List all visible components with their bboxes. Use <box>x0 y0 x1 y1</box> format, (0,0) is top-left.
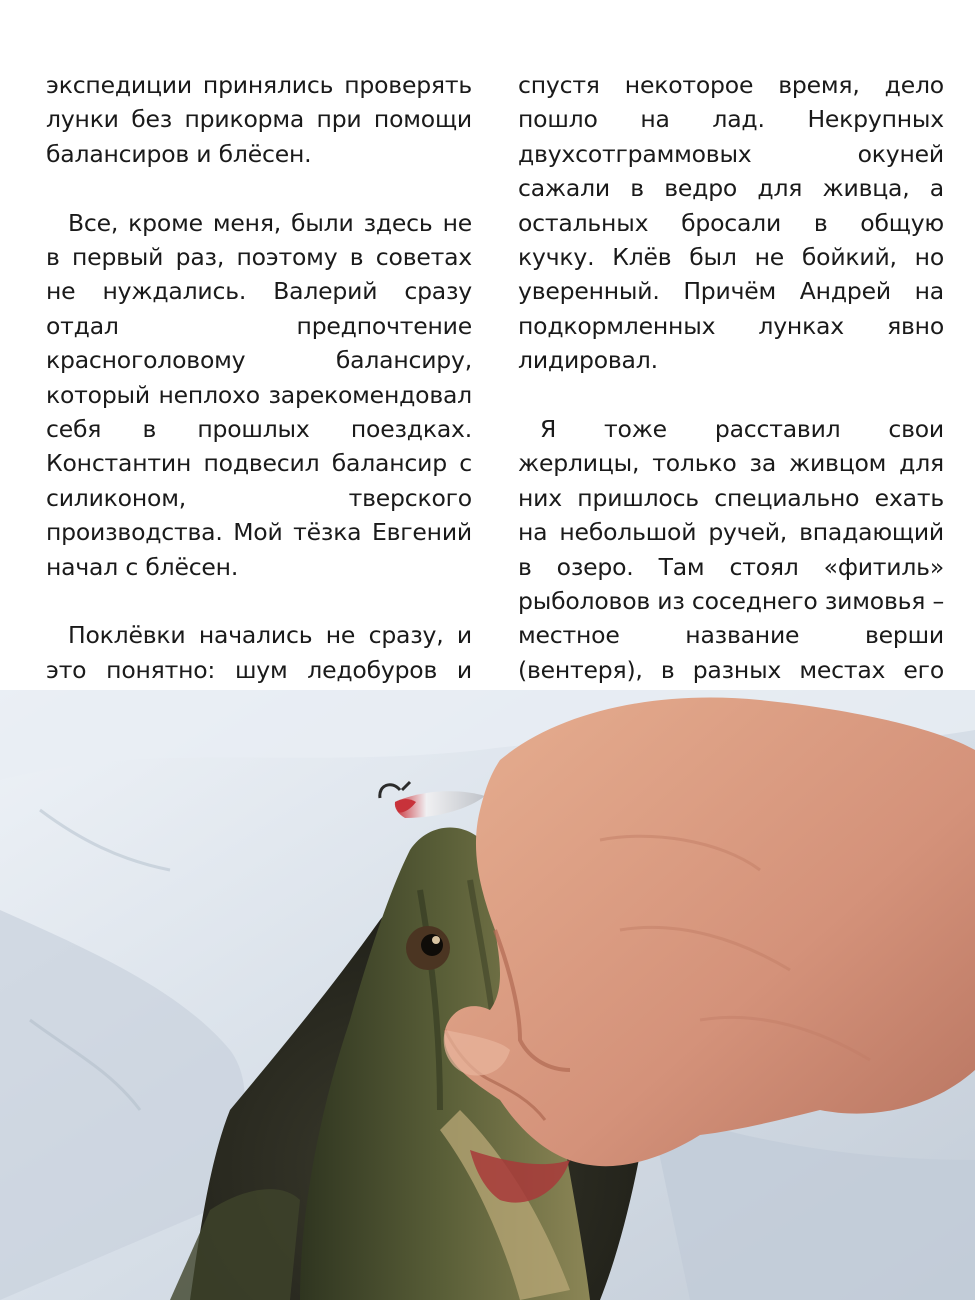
paragraph: Я тоже расставил свои жерлицы, только за живцом для них пришлось специально ехать на небольшой ручей, впадающий в озеро. Там стоял «фитиль» рыболовов из соседнего зимовья – местное название верши (вентеря), в разных местах его <box>518 415 944 684</box>
paragraph: Все, кроме меня, были здесь не в первый раз, поэтому в советах не нуждались. Валерий сразу отдал предпочтение красноголовому балансиру, который неплохо зарекомендовал себя в прошлых поездках. Константин подвесил балансир с силиконом, тверского производства. Мой тёзка Евгений начал с блёсен. <box>46 208 472 581</box>
hand <box>444 698 975 1167</box>
photo-illustration <box>0 690 975 1300</box>
paragraph: экспедиции принялись проверять лунки без прикорма при помощи балансиров и блёсен. <box>46 71 472 168</box>
right-column <box>518 68 944 684</box>
paragraph: спустя некоторое время, дело пошло на лад. Некрупных двухсотграммовых окуней сажали в ведро для живца, а остальных бросали в общую кучку. Клёв был не бойкий, но уверенный. Причём Андрей на подкормленных лунках явно лидировал. <box>518 71 944 375</box>
article-text <box>46 68 944 684</box>
fishing-photo <box>0 690 975 1300</box>
paragraph: Поклёвки начались не сразу, и это понятно: шум ледобуров и <box>46 621 472 684</box>
left-column <box>46 68 472 684</box>
